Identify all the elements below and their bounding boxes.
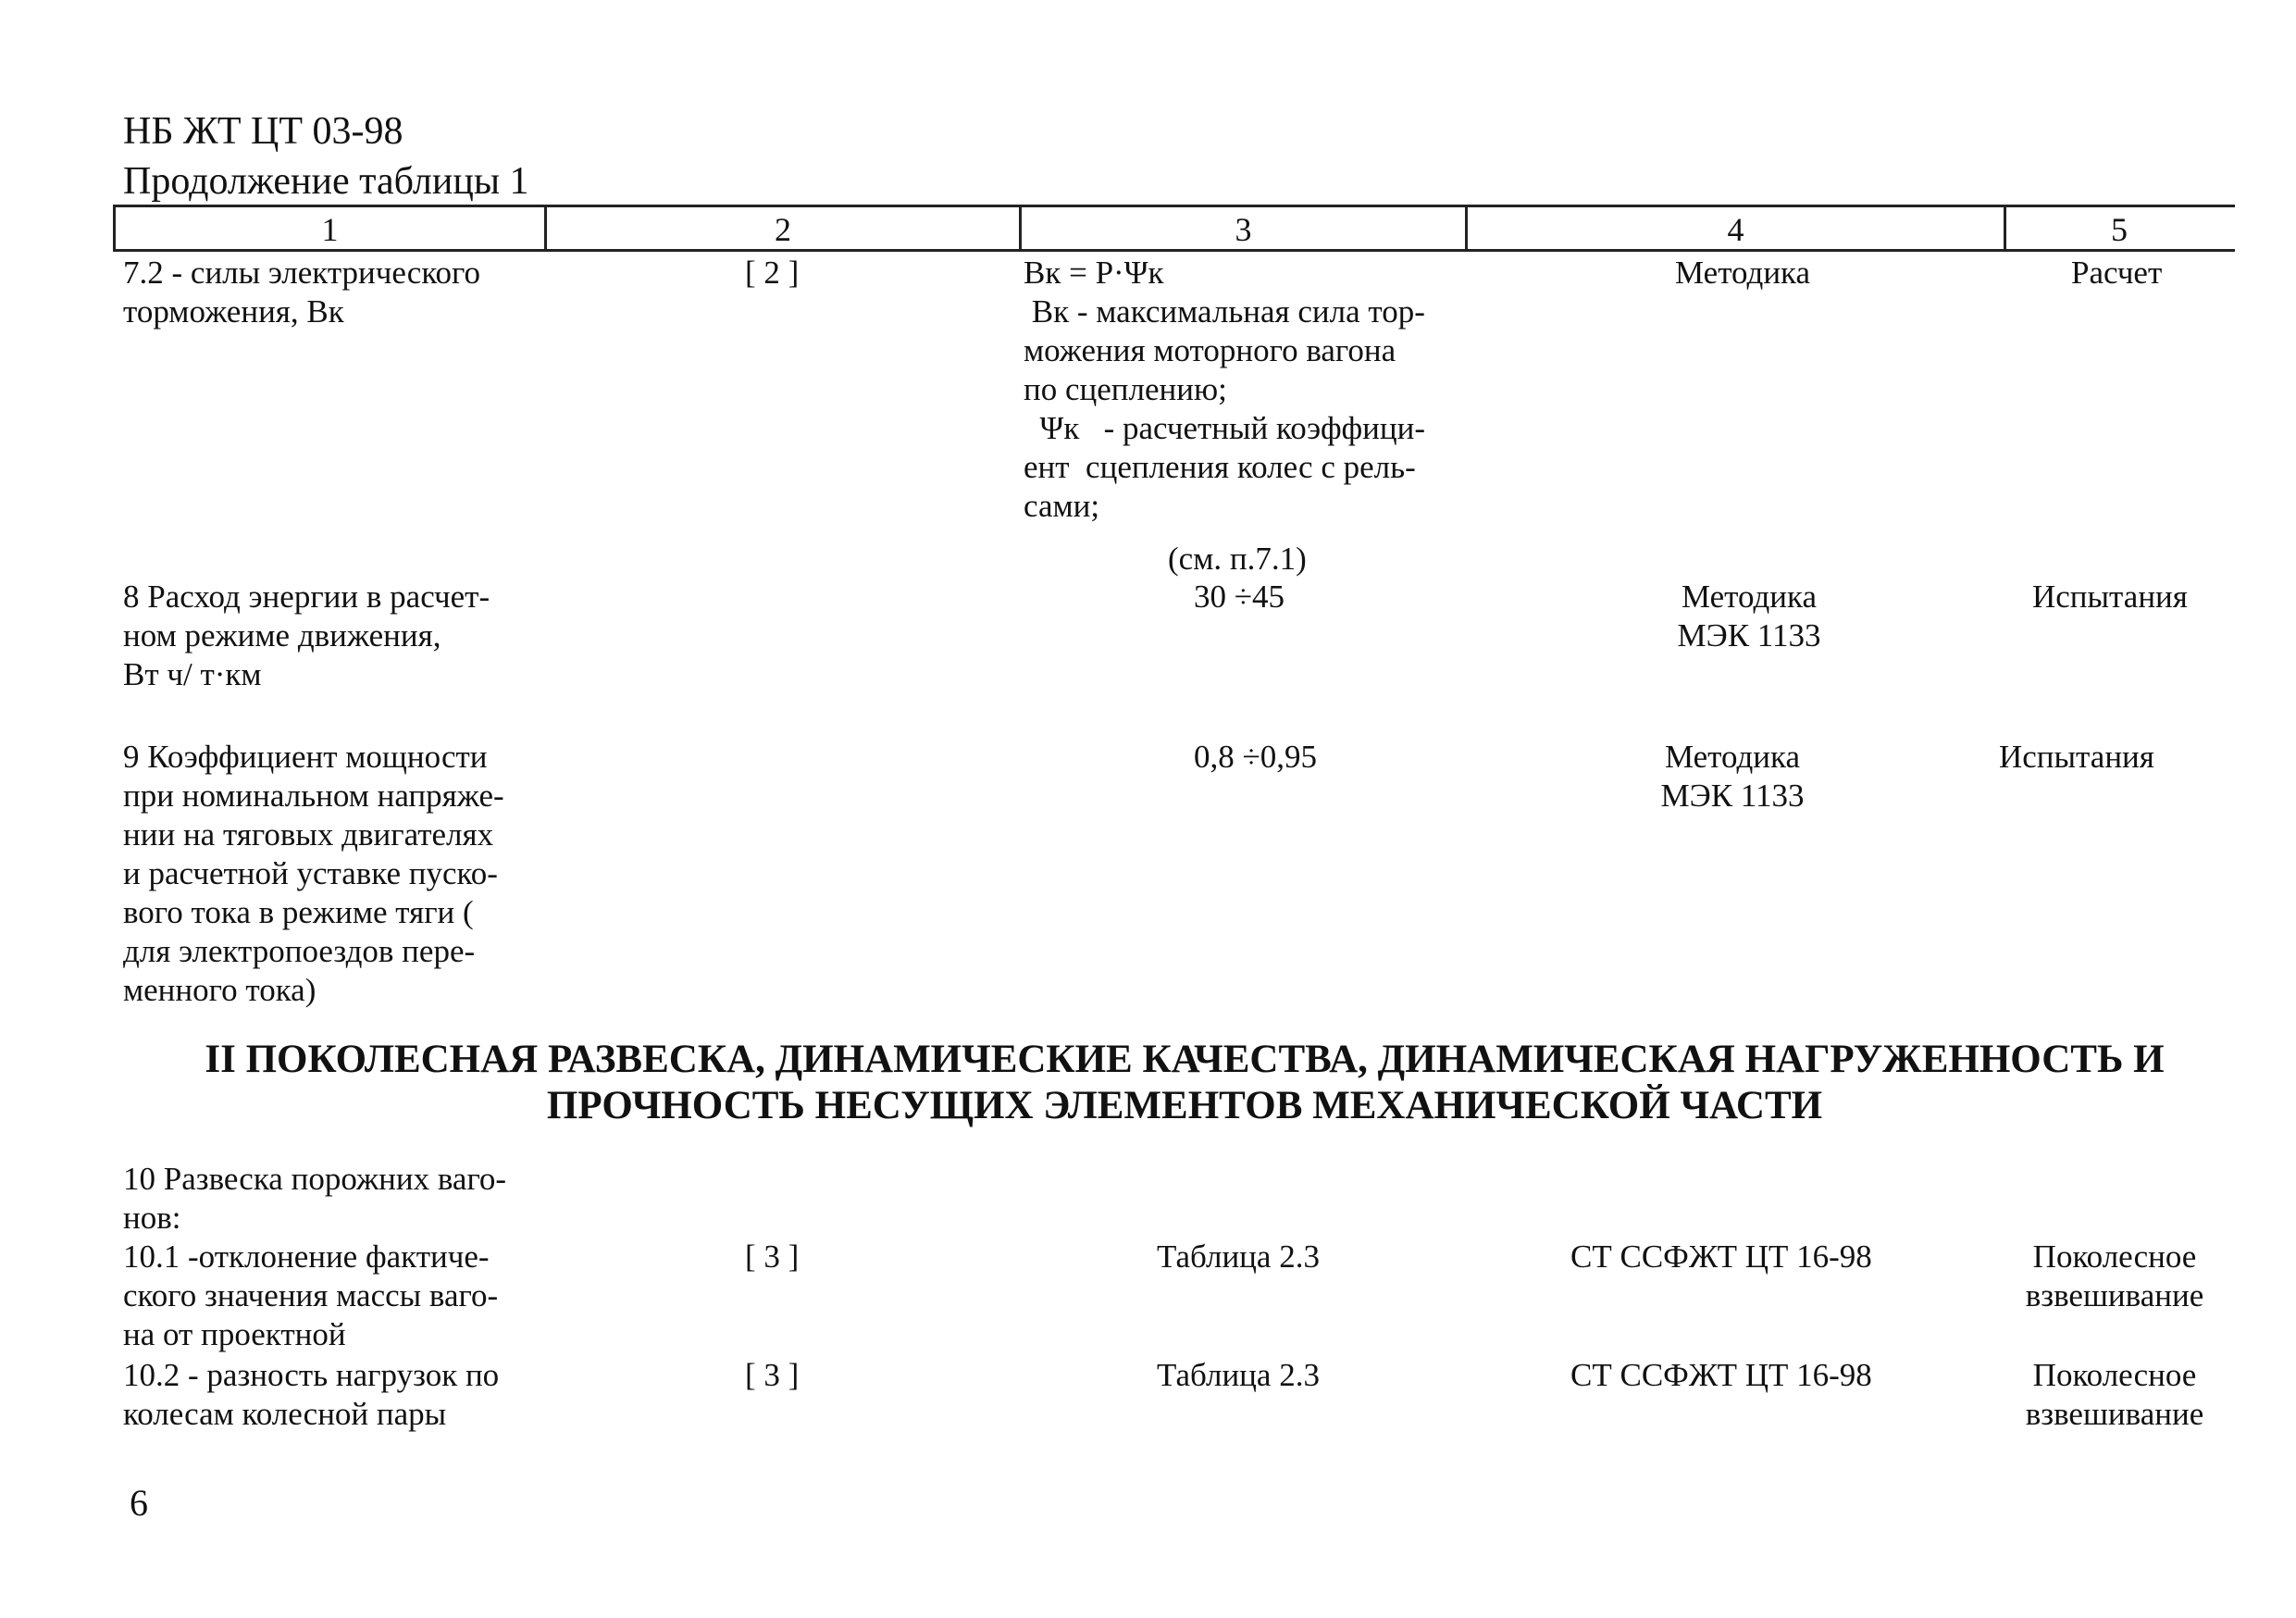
row-10-2-norm: Таблица 2.3 [1157, 1357, 1320, 1393]
row-8-control-type: Испытания [2032, 579, 2188, 615]
row-7-2-control-type: Расчет [2071, 255, 2163, 291]
row-9-method: Методика МЭК 1133 [1660, 739, 1805, 814]
row-10-2-control-type: Поколесное взвешивание [2025, 1357, 2204, 1432]
document-code: НБ ЖТ ЦТ 03-98 [123, 110, 403, 153]
row-8-value: 30 ÷45 [1194, 579, 1285, 615]
row-7-2-see-reference: (см. п.7.1) [1168, 541, 1307, 577]
column-number-1: 1 [116, 207, 547, 249]
table-column-numbers [113, 205, 2235, 252]
column-number-3: 3 [1022, 207, 1468, 249]
row-7-2-reference: [ 2 ] [745, 255, 800, 291]
row-10-description: 10 Развеска порожних ваго- нов: [123, 1161, 507, 1236]
row-10-1-method: СТ ССФЖТ ЦТ 16-98 [1570, 1238, 1872, 1275]
row-8-method: Методика МЭК 1133 [1677, 579, 1821, 653]
row-10-2-reference: [ 3 ] [745, 1357, 800, 1393]
row-10-1-description: 10.1 -отклонение фактиче- ского значения массы ваго- на от проектной [123, 1238, 499, 1352]
column-number-2: 2 [547, 207, 1022, 249]
row-10-1-control-type: Поколесное взвешивание [2025, 1238, 2204, 1313]
row-7-2-formula: Вк = Р·Ψк Вк - максимальная сила тор- можения моторного вагона по сцеплению; Ψк - расчетный коэффици- ент сцепления колес с рель- сами; [1024, 255, 1425, 524]
column-number-4: 4 [1468, 207, 2006, 249]
table-caption: Продолжение таблицы 1 [123, 160, 529, 203]
row-7-2-description: 7.2 - силы электрического торможения, Вк [123, 255, 481, 330]
row-8-description: 8 Расход энергии в расчет- ном режиме движения, Вт ч/ т·км [123, 579, 490, 692]
row-9-control-type: Испытания [1999, 739, 2154, 775]
column-number-5: 5 [2111, 211, 2128, 248]
row-10-2-description: 10.2 - разность нагрузок по колесам колесной пары [123, 1357, 500, 1432]
row-7-2-method: Методика [1675, 255, 1811, 291]
row-10-1-norm: Таблица 2.3 [1157, 1238, 1320, 1275]
row-10-2-method: СТ ССФЖТ ЦТ 16-98 [1570, 1357, 1872, 1393]
row-10-1-reference: [ 3 ] [745, 1238, 800, 1275]
page-number: 6 [130, 1482, 148, 1524]
row-9-description: 9 Коэффициент мощности при номинальном напряже- нии на тяговых двигателях и расчетной уставке пуско- вого тока в режиме тяги ( для электропоездов пере- менного тока) [123, 739, 504, 1008]
section-heading: II ПОКОЛЕСНАЯ РАЗВЕСКА, ДИНАМИЧЕСКИЕ КАЧЕСТВА, ДИНАМИЧЕСКАЯ НАГРУЖЕННОСТЬ И ПРОЧНОСТЬ НЕСУЩИХ ЭЛЕМЕНТОВ МЕХАНИЧЕСКОЙ ЧАСТИ [205, 1038, 2165, 1127]
row-9-value: 0,8 ÷0,95 [1194, 739, 1317, 775]
